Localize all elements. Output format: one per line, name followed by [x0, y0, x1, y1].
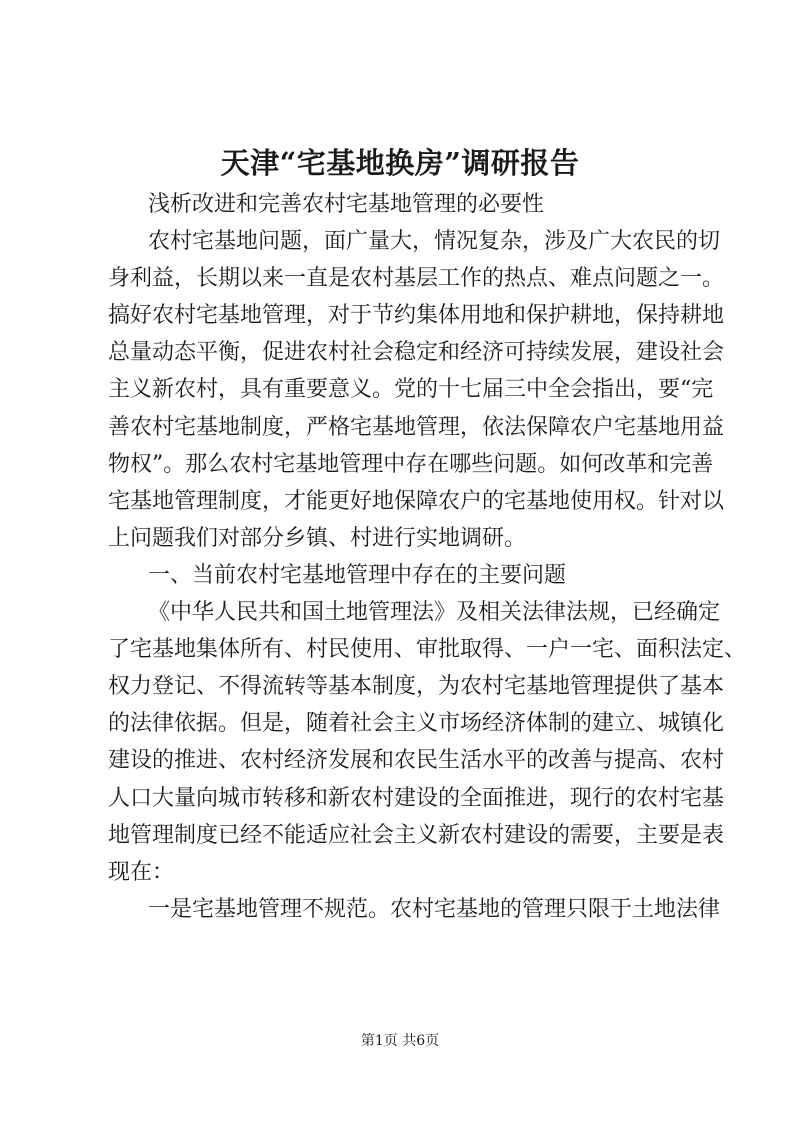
section-heading: 一、当前农村宅基地管理中存在的主要问题 — [148, 562, 567, 588]
document-title: 天津“宅基地换房”调研报告 — [220, 146, 580, 180]
paragraph-line: 主义新农村，具有重要意义。党的十七届三中全会指出，要“完 — [108, 377, 714, 403]
paragraph-line: 物权”。那么农村宅基地管理中存在哪些问题。如何改革和完善 — [108, 451, 714, 477]
paragraph-line: 建设的推进、农村经济发展和农民生活水平的改善与提高、农村 — [108, 748, 725, 774]
paragraph-line: 搞好农村宅基地管理，对于节约集体用地和保护耕地，保持耕地 — [108, 303, 725, 329]
paragraph-line: 《中华人民共和国土地管理法》及相关法律法规，已经确定 — [148, 600, 721, 626]
paragraph-line: 总量动态平衡，促进农村社会稳定和经济可持续发展，建设社会 — [108, 340, 725, 366]
section-subtitle: 浅析改进和完善农村宅基地管理的必要性 — [148, 192, 545, 217]
paragraph-line: 农村宅基地问题，面广量大，情况复杂，涉及广大农民的切 — [148, 229, 721, 255]
paragraph-line: 了宅基地集体所有、村民使用、审批取得、一户一宅、面积法定、 — [108, 637, 747, 663]
page-number-footer: 第1页 共6页 — [360, 1033, 440, 1049]
paragraph-line: 的法律依据。但是，随着社会主义市场经济体制的建立、城镇化 — [108, 711, 725, 737]
paragraph-line: 宅基地管理制度，才能更好地保障农户的宅基地使用权。针对以 — [108, 488, 725, 514]
paragraph-line: 地管理制度已经不能适应社会主义新农村建设的需要，主要是表 — [108, 822, 725, 848]
document-body — [108, 186, 747, 928]
paragraph-line: 一是宅基地管理不规范。农村宅基地的管理只限于土地法律 — [148, 896, 721, 922]
paragraph-line: 身利益，长期以来一直是农村基层工作的热点、难点问题之一。 — [108, 266, 725, 292]
paragraph-line: 人口大量向城市转移和新农村建设的全面推进，现行的农村宅基 — [108, 785, 725, 811]
paragraph-line: 善农村宅基地制度，严格宅基地管理，依法保障农户宅基地用益 — [108, 414, 725, 440]
paragraph-line: 权力登记、不得流转等基本制度，为农村宅基地管理提供了基本 — [108, 674, 725, 700]
paragraph-line: 现在： — [108, 859, 175, 885]
paragraph-line: 上问题我们对部分乡镇、村进行实地调研。 — [108, 525, 527, 551]
